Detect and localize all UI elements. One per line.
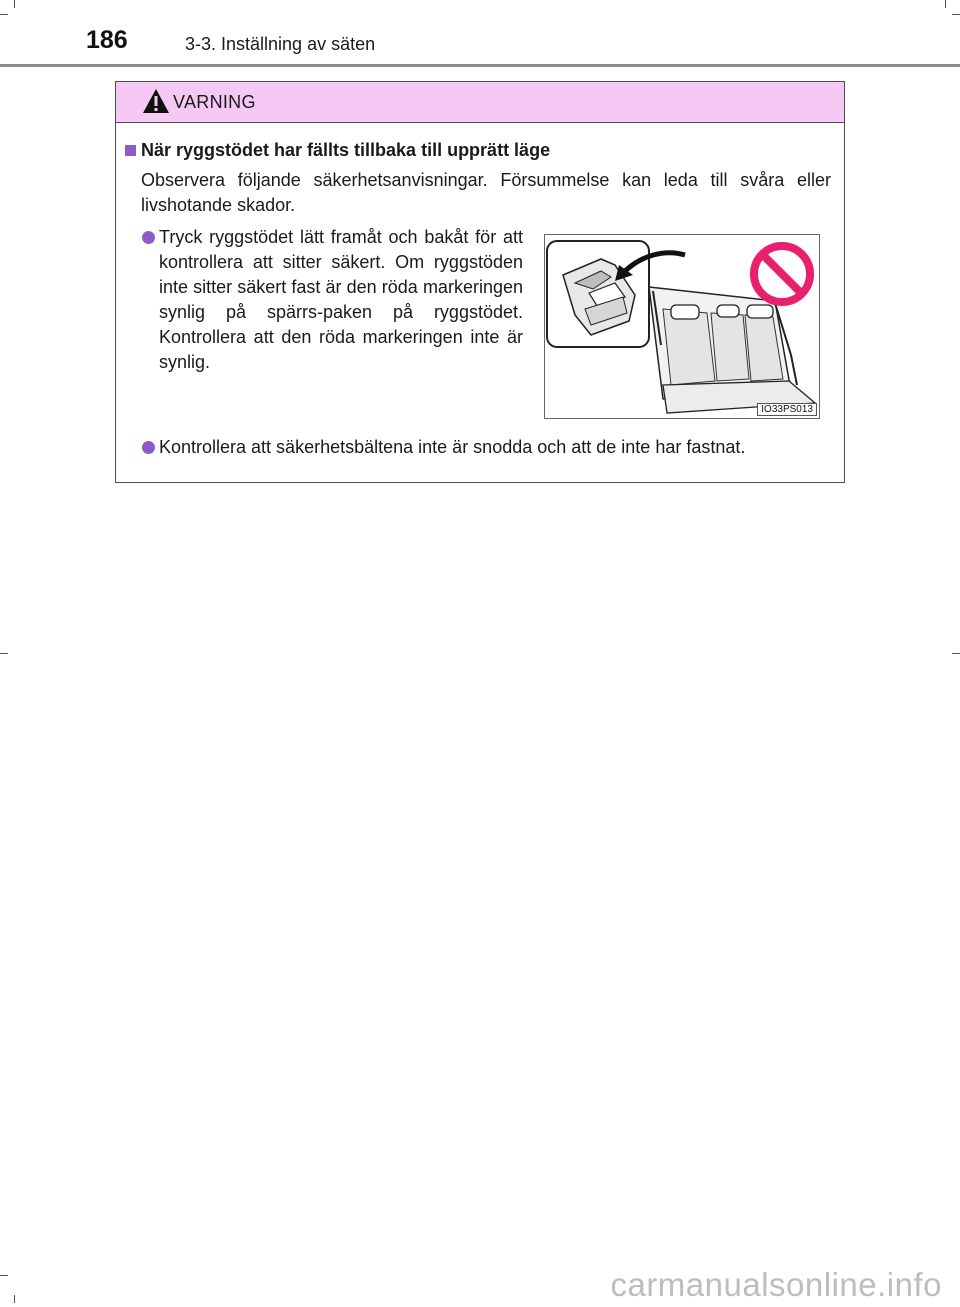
warning-triangle-icon [142, 88, 170, 114]
warning-heading: När ryggstödet har fällts tillbaka till upprätt läge [141, 140, 551, 160]
bullet-dot-icon [142, 441, 155, 454]
crop-mark [14, 1295, 15, 1303]
warning-title: VARNING [173, 92, 256, 112]
crop-mark [945, 0, 946, 8]
crop-mark [0, 653, 8, 654]
watermark: carmanualsonline.info [610, 1266, 942, 1303]
figure-code: IO33PS013 [757, 403, 817, 416]
crop-mark [952, 653, 960, 654]
warning-box [115, 81, 845, 483]
prohibition-icon [754, 246, 810, 302]
bullet-dot-icon [142, 231, 155, 244]
section-title: 3-3. Inställning av säten [185, 34, 376, 54]
rear-seat-drawing [545, 235, 819, 418]
crop-mark [0, 1275, 8, 1276]
crop-mark [952, 14, 960, 15]
crop-mark [0, 14, 8, 15]
header-rule [0, 64, 960, 67]
crop-mark [14, 0, 15, 8]
heading-square-icon [125, 145, 136, 156]
page-number: 186 [86, 26, 128, 54]
seat-illustration [544, 234, 820, 419]
bullet-text: Kontrollera att säkerhetsbältena inte är snodda och att de inte har fastnat. [159, 437, 746, 457]
warning-intro: Observera följande säkerhetsanvisningar. Försummelse kan leda till svåra eller livshotande skador. [141, 170, 831, 215]
bullet-text: Tryck ryggstödet lätt framåt och bakåt för att kontrollera att sitter säkert. Om ryggstöden inte sitter säkert fast är den röda markeringen synlig på spärrs-paken på ryggstödet. Kontrollera att den röda markeringen inte är synlig. [159, 227, 523, 372]
warning-header [116, 82, 844, 123]
